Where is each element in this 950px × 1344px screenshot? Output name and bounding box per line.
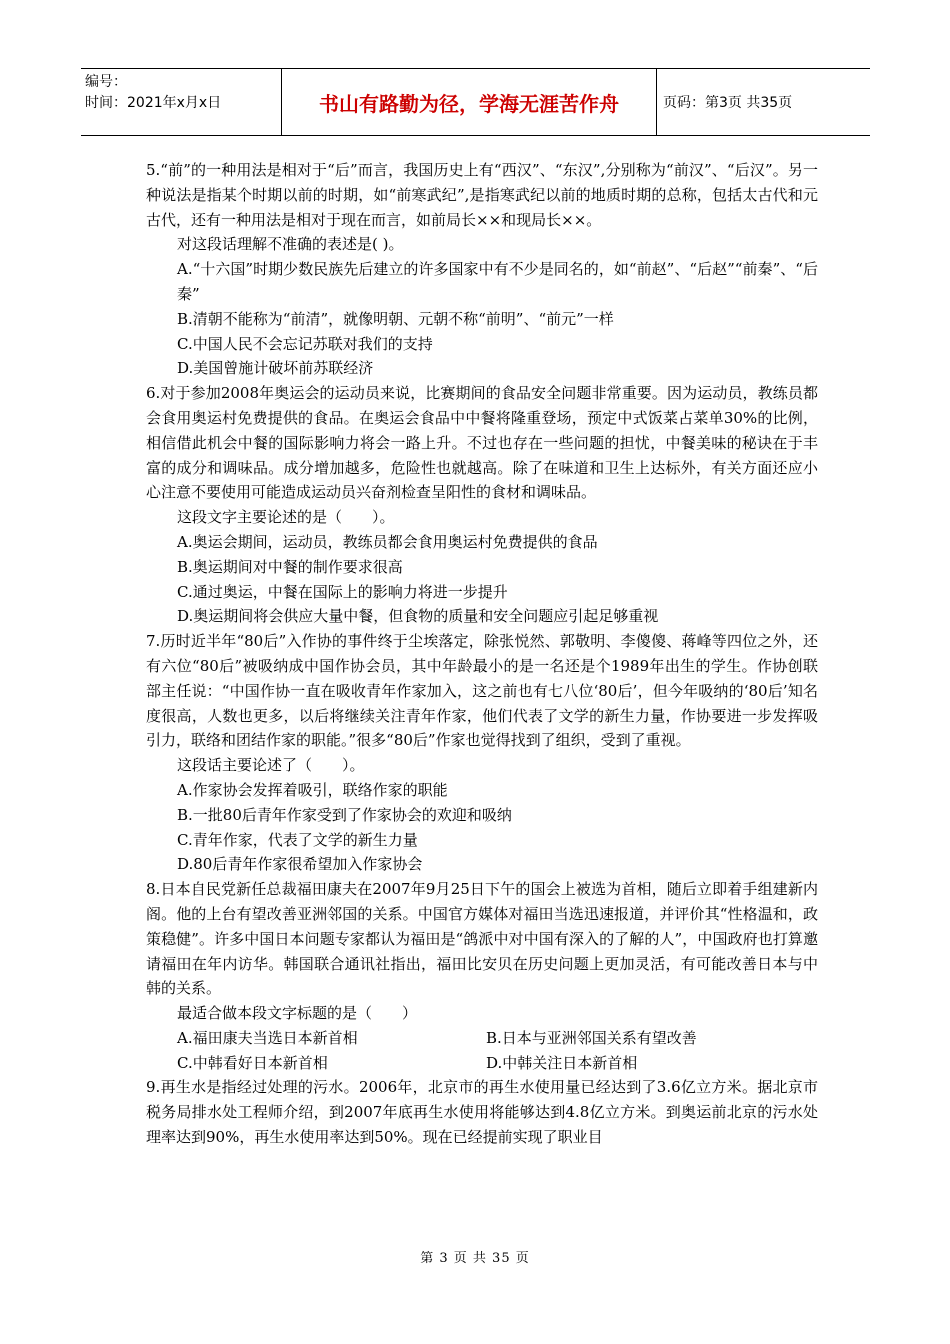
q8-options-row-1 [146, 1026, 818, 1051]
q5-prompt: 对这段话理解不准确的表述是( )。 [177, 235, 404, 254]
q7-prompt: 这段话主要论述了（ ）。 [177, 756, 365, 775]
q5-option-d: D.美国曾施计破坏前苏联经济 [177, 359, 374, 378]
q8-stem: 8.日本自民党新任总裁福田康夫在2007年9月25日下午的国会上被选为首相，随后立即着手组建新内阁。他的上台有望改善亚洲邻国的关系。中国官方媒体对福田当选迅速报道，并评价其“性格温和，政策稳健”。许多中国日本问题专家都认为福田是“鸽派中对中国有深入的了解的人”，中国政府也打算邀请福田在年内访华。韩国联合通讯社指出，福田比安贝在历史问题上更加灵活，有可能改善日本与中韩的关系。 [146, 880, 818, 998]
page-header [81, 68, 870, 136]
q8-option-b: B.日本与亚洲邻国关系有望改善 [486, 1028, 697, 1047]
q6-option-d: D.奥运期间将会供应大量中餐，但食物的质量和安全问题应引起足够重视 [177, 607, 659, 626]
q7-option-a: A.作家协会发挥着吸引，联络作家的职能 [177, 780, 448, 799]
q7-option-c: C.青年作家，代表了文学的新生力量 [177, 830, 418, 849]
q8-prompt: 最适合做本段文字标题的是（ ） [177, 1004, 418, 1023]
header-meta [81, 69, 282, 135]
q8-options-row-2 [146, 1051, 818, 1076]
q8-option-a: A.福田康夫当选日本新首相 [177, 1028, 358, 1047]
header-page-info: 页码：第3页 共35页 [663, 95, 793, 111]
q6-option-c: C.通过奥运，中餐在国际上的影响力将进一步提升 [177, 582, 508, 601]
q6-prompt: 这段文字主要论述的是（ ）。 [177, 508, 395, 527]
q6-option-b: B.奥运期间对中餐的制作要求很高 [177, 557, 403, 576]
q6-stem: 6.对于参加2008年奥运会的运动员来说，比赛期间的食品安全问题非常重要。因为运动员，教练员都会食用奥运村免费提供的食品。在奥运会食品中中餐将隆重登场，预定中式饭菜占菜单30%的比例，相信借此机会中餐的国际影响力将会一路上升。不过也存在一些问题的担忧，中餐美味的秘诀在于丰富的成分和调味品。成分增加越多，危险性也就越高。除了在味道和卫生上达标外，有关方面还应小心注意不要使用可能造成运动员兴奋剂检查呈阳性的食材和调味品。 [146, 384, 818, 502]
document-body [146, 158, 818, 1150]
q5-option-c: C.中国人民不会忘记苏联对我们的支持 [177, 334, 433, 353]
date-label: 时间：2021年x月x日 [85, 95, 222, 111]
header-motto: 书山有路勤为径，学海无涯苦作舟 [282, 69, 657, 135]
number-label: 编号： [85, 74, 127, 90]
q7-option-d: D.80后青年作家很希望加入作家协会 [177, 855, 423, 874]
q8-option-c: C.中韩看好日本新首相 [177, 1053, 328, 1072]
q5-stem: 5.“前”的一种用法是相对于“后”而言，我国历史上有“西汉”、“东汉”,分别称为“前汉”、“后汉”。另一种说法是指某个时期以前的时期，如“前寒武纪”,是指寒武纪以前的地质时期的总称，包括太古代和元古代，还有一种用法是相对于现在而言，如前局长××和现局长××。 [146, 161, 818, 229]
q7-option-b: B.一批80后青年作家受到了作家协会的欢迎和吸纳 [177, 805, 512, 824]
q9-stem: 9.再生水是指经过处理的污水。2006年，北京市的再生水使用量已经达到了3.6亿立方米。据北京市税务局排水处工程师介绍，到2007年底再生水使用将能够达到4.8亿立方米。到奥运前北京的污水处理率达到90%，再生水使用率达到50%。现在已经提前实现了职业目 [146, 1078, 818, 1147]
q5-option-a: A.“十六国”时期少数民族先后建立的许多国家中有不少是同名的，如“前赵”、“后赵”“前秦”、“后秦” [177, 260, 818, 303]
q7-stem: 7.历时近半年“80后”入作协的事件终于尘埃落定，除张悦然、郭敬明、李傻傻、蒋峰等四位之外，还有六位“80后”被吸纳成中国作协会员，其中年龄最小的是一名还是个1989年出生的学生。作协创联部主任说：“中国作协一直在吸收青年作家加入，这之前也有七八位‘80后’，但今年吸纳的‘80后’知名度很高，人数也更多，以后将继续关注青年作家，他们代表了文学的新生力量，作协要进一步发挥吸引力，联络和团结作家的职能。”很多“80后”作家也觉得找到了组织，受到了重视。 [146, 632, 818, 750]
q6-option-a: A.奥运会期间，运动员，教练员都会食用奥运村免费提供的食品 [177, 532, 598, 551]
page-footer: 第 3 页 共 35 页 [420, 1251, 530, 1266]
q5-option-b: B.清朝不能称为“前清”，就像明朝、元朝不称“前明”、“前元”一样 [177, 309, 614, 328]
q8-option-d: D.中韩关注日本新首相 [486, 1053, 638, 1072]
